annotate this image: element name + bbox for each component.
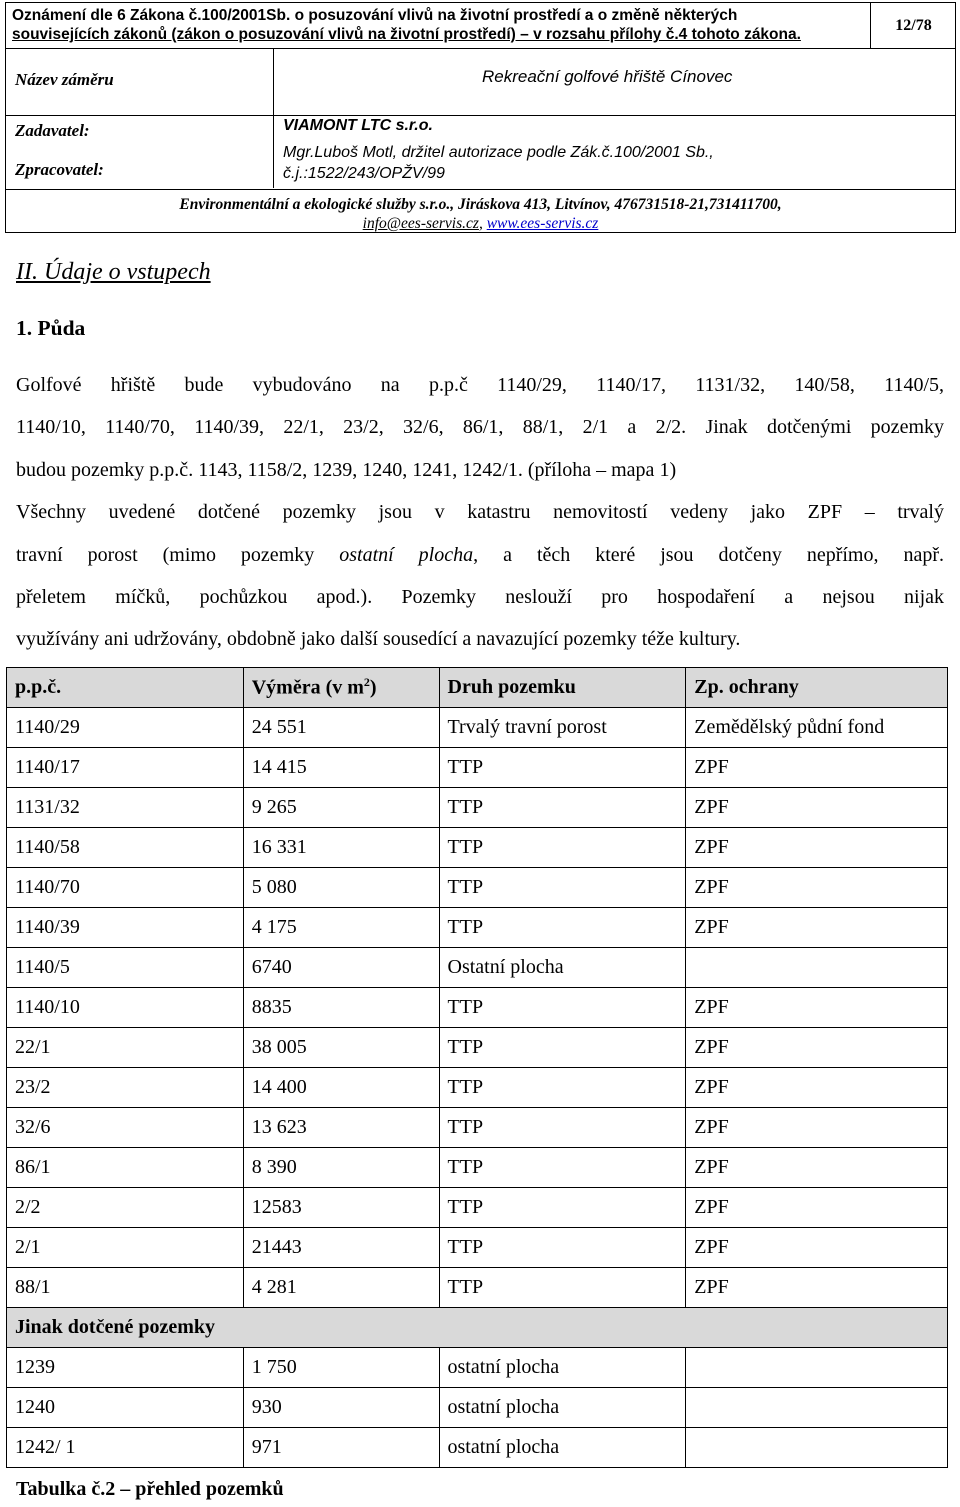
table-cell: TTP xyxy=(439,988,686,1028)
paragraph-line: 1140/10, 1140/70, 1140/39, 22/1, 23/2, 32/6, 86/1, 88/1, 2/1 a 2/2. Jinak dotčenými pozemky xyxy=(16,416,944,439)
table-cell: TTP xyxy=(439,828,686,868)
table-cell: 16 331 xyxy=(243,828,439,868)
author-line2: č.j.:1522/243/OPŽV/99 xyxy=(283,165,445,182)
table-row xyxy=(7,828,948,868)
header-notice-row xyxy=(6,3,955,49)
table-cell: 12583 xyxy=(243,1188,439,1228)
table-cell: ostatní plocha xyxy=(439,1348,686,1388)
table-cell: 32/6 xyxy=(7,1108,244,1148)
table-cell: ostatní plocha xyxy=(439,1388,686,1428)
table-row xyxy=(7,1428,948,1468)
table-cell: ostatní plocha xyxy=(439,1428,686,1468)
table-cell: ZPF xyxy=(686,868,948,908)
table-cell: ZPF xyxy=(686,1108,948,1148)
table-cell: ZPF xyxy=(686,828,948,868)
table-cell: 8 390 xyxy=(243,1148,439,1188)
table-cell: TTP xyxy=(439,1188,686,1228)
table-cell: 1240 xyxy=(7,1388,244,1428)
web-link[interactable]: www.ees-servis.cz xyxy=(486,215,599,232)
table-row xyxy=(7,1228,948,1268)
link-separator: , xyxy=(478,215,483,232)
table-cell: TTP xyxy=(439,1028,686,1068)
client-label: Zadavatel: xyxy=(15,121,90,140)
table-cell: 21443 xyxy=(243,1228,439,1268)
legal-notice-line2: souvisejících zákonů (zákon o posuzování vlivů na životní prostředí) – v rozsahu přílohy č.4 tohoto zákona. xyxy=(12,26,801,43)
table-row xyxy=(7,1268,948,1308)
column-header: p.p.č. xyxy=(7,668,244,708)
author-line1: Mgr.Luboš Motl, držitel autorizace podle Zák.č.100/2001 Sb., xyxy=(283,144,714,161)
column-header-superscript: 2 xyxy=(363,675,370,690)
table-section-row xyxy=(7,1308,948,1348)
table-cell: 4 175 xyxy=(243,908,439,948)
table-body xyxy=(7,708,948,1468)
column-header: Druh pozemku xyxy=(439,668,686,708)
paragraph-italic-text: ostatní plocha xyxy=(339,543,474,566)
table-cell: 2/1 xyxy=(7,1228,244,1268)
table-cell: 23/2 xyxy=(7,1068,244,1108)
table-cell: 4 281 xyxy=(243,1268,439,1308)
table-cell: ZPF xyxy=(686,1148,948,1188)
table-cell: 9 265 xyxy=(243,788,439,828)
section-title: II. Údaje o vstupech xyxy=(16,259,211,285)
table-cell: TTP xyxy=(439,868,686,908)
table-cell: ZPF xyxy=(686,1188,948,1228)
paragraph-line: využívány ani udržovány, obdobně jako další sousedící a navazující pozemky téže kultury. xyxy=(16,628,741,651)
table-caption: Tabulka č.2 – přehled pozemků xyxy=(16,1478,284,1500)
client-name: VIAMONT LTC s.r.o. xyxy=(283,117,433,134)
project-label: Název záměru xyxy=(15,70,114,89)
table-cell: TTP xyxy=(439,1068,686,1108)
table-header-row xyxy=(7,668,948,708)
column-header-text: ) xyxy=(369,676,377,699)
table-cell: 22/1 xyxy=(7,1028,244,1068)
table-cell xyxy=(686,1428,948,1468)
company-info: Environmentální a ekologické služby s.r.o., Jiráskova 413, Litvínov, 476731518-21,731411700, xyxy=(179,196,782,213)
table-cell: ZPF xyxy=(686,1068,948,1108)
table-cell xyxy=(686,1388,948,1428)
contact-links xyxy=(6,215,955,233)
table-cell: 38 005 xyxy=(243,1028,439,1068)
table-cell: Trvalý travní porost xyxy=(439,708,686,748)
paragraph-line: Golfové hřiště bude vybudováno na p.p.č 1140/29, 1140/17, 1131/32, 140/58, 1140/5, xyxy=(16,374,944,396)
table-row xyxy=(7,788,948,828)
table-row xyxy=(7,1348,948,1388)
column-header: Zp. ochrany xyxy=(686,668,948,708)
table-cell: 1140/70 xyxy=(7,868,244,908)
email-link[interactable]: info@ees-servis.cz xyxy=(362,215,479,232)
table-cell: TTP xyxy=(439,1228,686,1268)
table-cell: TTP xyxy=(439,788,686,828)
table-row xyxy=(7,1028,948,1068)
table-cell: 1140/39 xyxy=(7,908,244,948)
parcels-table xyxy=(6,667,948,1468)
table-cell: 1131/32 xyxy=(7,788,244,828)
table-cell xyxy=(686,948,948,988)
header-divider-vertical xyxy=(273,48,274,188)
body-paragraph xyxy=(16,364,944,661)
table-row xyxy=(7,908,948,948)
table-cell: 1140/29 xyxy=(7,708,244,748)
table-cell: Ostatní plocha xyxy=(439,948,686,988)
author-label: Zpracovatel: xyxy=(15,160,104,179)
table-cell: 8835 xyxy=(243,988,439,1028)
table-cell: TTP xyxy=(439,748,686,788)
table-row xyxy=(7,868,948,908)
table-cell: 14 400 xyxy=(243,1068,439,1108)
table-cell: ZPF xyxy=(686,1268,948,1308)
table-cell: 14 415 xyxy=(243,748,439,788)
table-row xyxy=(7,748,948,788)
header-divider-1 xyxy=(6,115,955,116)
table-cell: TTP xyxy=(439,1268,686,1308)
table-cell: 1140/58 xyxy=(7,828,244,868)
paragraph-line xyxy=(16,534,944,576)
table-cell: 1 750 xyxy=(243,1348,439,1388)
paragraph-line: přeletem míčků, pochůzkou apod.). Pozemky neslouží pro hospodaření a nejsou nijak xyxy=(16,585,944,608)
table-cell: Zemědělský půdní fond xyxy=(686,708,948,748)
table-cell: 1242/ 1 xyxy=(7,1428,244,1468)
table-row xyxy=(7,948,948,988)
table-cell: ZPF xyxy=(686,908,948,948)
table-cell: TTP xyxy=(439,1148,686,1188)
table-cell: TTP xyxy=(439,1108,686,1148)
header-divider-2 xyxy=(6,189,955,190)
table-cell: ZPF xyxy=(686,788,948,828)
table-cell: TTP xyxy=(439,908,686,948)
table-cell: 86/1 xyxy=(7,1148,244,1188)
subsection-title: 1. Půda xyxy=(16,316,86,340)
table-cell: 24 551 xyxy=(243,708,439,748)
table-cell: 2/2 xyxy=(7,1188,244,1228)
project-name: Rekreační golfové hřiště Cínovec xyxy=(482,67,733,86)
table-row xyxy=(7,1108,948,1148)
table-row xyxy=(7,1188,948,1228)
legal-notice xyxy=(12,6,862,44)
table-cell: 1140/10 xyxy=(7,988,244,1028)
table-cell: 1140/5 xyxy=(7,948,244,988)
paragraph-line: budou pozemky p.p.č. 1143, 1158/2, 1239, 1240, 1241, 1242/1. (příloha – mapa 1) xyxy=(16,458,677,481)
legal-notice-line1: Oznámení dle 6 Zákona č.100/2001Sb. o posuzování vlivů na životní prostředí a o změně některých xyxy=(12,7,738,24)
table-row xyxy=(7,708,948,748)
table-cell: 930 xyxy=(243,1388,439,1428)
column-header-text: Výměra (v m xyxy=(251,676,364,699)
table-row xyxy=(7,988,948,1028)
table-row xyxy=(7,1068,948,1108)
paragraph-text: travní porost (mimo pozemky xyxy=(16,543,340,566)
document-header xyxy=(5,2,956,233)
table-cell: 88/1 xyxy=(7,1268,244,1308)
table-cell: 1140/17 xyxy=(7,748,244,788)
paragraph-line: Všechny uvedené dotčené pozemky jsou v katastru nemovitostí vedeny jako ZPF – trvalý xyxy=(16,501,944,524)
table-cell: 5 080 xyxy=(243,868,439,908)
table-row xyxy=(7,1148,948,1188)
table-cell: ZPF xyxy=(686,988,948,1028)
table-cell xyxy=(686,1348,948,1388)
table-cell: 6740 xyxy=(243,948,439,988)
table-cell: 1239 xyxy=(7,1348,244,1388)
paragraph-text: , a těch které jsou dotčeny nepřímo, např. xyxy=(473,543,944,566)
table-cell: 13 623 xyxy=(243,1108,439,1148)
column-header xyxy=(243,668,439,708)
page-number: 12/78 xyxy=(870,3,956,48)
table-row xyxy=(7,1388,948,1428)
table-cell: ZPF xyxy=(686,1028,948,1068)
table-cell: ZPF xyxy=(686,748,948,788)
table-section-label: Jinak dotčené pozemky xyxy=(7,1308,948,1348)
table-cell: 971 xyxy=(243,1428,439,1468)
table-cell: ZPF xyxy=(686,1228,948,1268)
